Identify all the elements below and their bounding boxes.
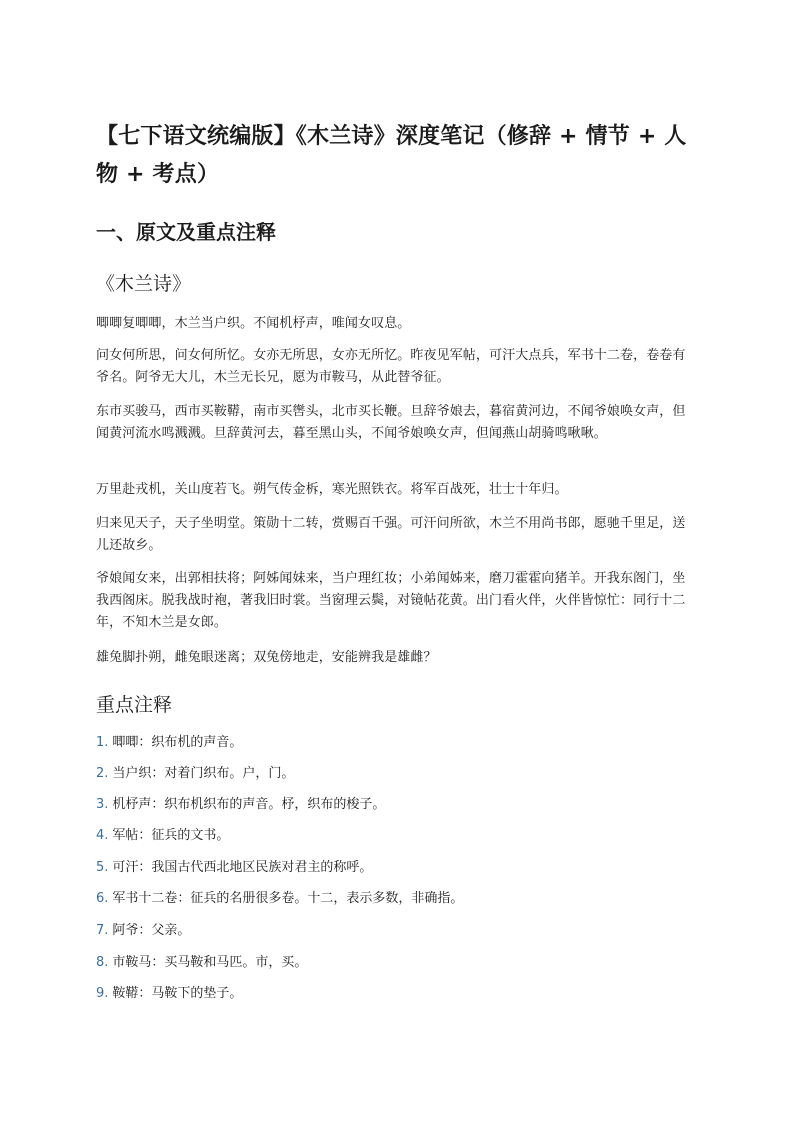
note-item [96,764,294,784]
note-item [96,826,229,846]
note-item [96,858,372,878]
note-item [96,889,463,909]
note-number: 6. [96,891,109,906]
poem-paragraph: 唧唧复唧唧，木兰当户织。不闻机杼声，唯闻女叹息。 [96,316,411,331]
poem-paragraph: 万里赴戎机，关山度若飞。朔气传金柝，寒光照铁衣。将军百战死，壮士十年归。 [96,482,568,497]
poem-paragraph: 爷娘闻女来，出郭相扶将；阿姊闻妹来，当户理红妆；小弟闻姊来，磨刀霍霍向猪羊。开我东阁门，坐我西阁床。脱我战时袍，著我旧时裳。当窗理云鬓，对镜帖花黄。出门看火伴，火伴皆惊忙：同行十二年，不知木兰是女郎。 [96,571,686,630]
notes-heading: 重点注释 [96,694,173,716]
poem-paragraph: 东市买骏马，西市买鞍鞯，南市买辔头，北市买长鞭。旦辞爷娘去，暮宿黄河边，不闻爷娘唤女声，但闻黄河流水鸣溅溅。旦辞黄河去，暮至黑山头，不闻爷娘唤女声，但闻燕山胡骑鸣啾啾。 [96,404,686,441]
note-text: 阿爷：父亲。 [112,923,191,938]
section-heading-original-text: 一、原文及重点注释 [96,220,276,244]
note-text: 唧唧：织布机的声音。 [112,735,243,750]
document-page [96,118,698,1001]
note-text: 市鞍马：买马鞍和马匹。市，买。 [112,955,308,970]
note-number: 9. [96,986,109,1001]
note-number: 3. [96,797,109,812]
note-text: 鞍鞯：马鞍下的垫子。 [112,986,243,1001]
note-number: 7. [96,923,109,938]
note-number: 5. [96,860,109,875]
poem-title: 《木兰诗》 [96,273,192,295]
poem-paragraph: 归来见天子，天子坐明堂。策勋十二转，赏赐百千强。可汗问所欲，木兰不用尚书郎，愿驰千里足，送儿还故乡。 [96,516,686,553]
note-item [96,921,190,941]
note-item [96,984,242,1004]
note-text: 机杼声：织布机织布的声音。杼，织布的梭子。 [112,797,386,812]
note-item [96,795,385,815]
note-number: 2. [96,766,109,781]
note-text: 军帖：征兵的文书。 [112,828,230,843]
note-number: 8. [96,955,109,970]
note-item [96,953,307,973]
note-text: 当户织：对着门织布。户，门。 [112,766,295,781]
note-text: 可汗：我国古代西北地区民族对君主的称呼。 [112,860,373,875]
note-item [96,733,242,753]
note-text: 军书十二卷：征兵的名册很多卷。十二，表示多数，非确指。 [112,891,464,906]
poem-paragraph: 问女何所思，问女何所忆。女亦无所思，女亦无所忆。昨夜见军帖，可汗大点兵，军书十二卷，卷卷有爷名。阿爷无大儿，木兰无长兄，愿为市鞍马，从此替爷征。 [96,348,686,385]
note-number: 1. [96,735,109,750]
document-title: 【七下语文统编版】《木兰诗》深度笔记（修辞 + 情节 + 人物 + 考点） [96,124,687,187]
note-number: 4. [96,828,109,843]
poem-paragraph: 雄兔脚扑朔，雌兔眼迷离；双兔傍地走，安能辨我是雄雌？ [96,650,437,665]
